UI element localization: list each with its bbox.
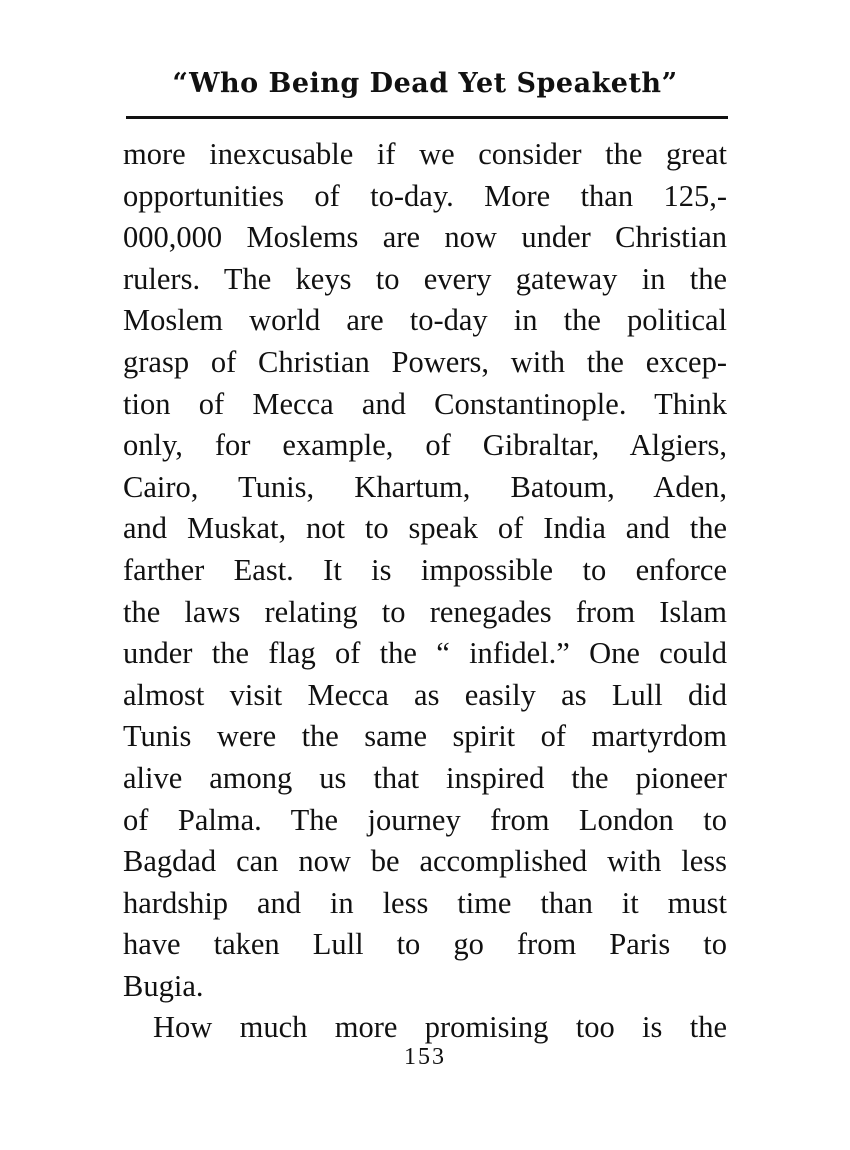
text-line: and Muskat, not to speak of India and the: [123, 511, 727, 546]
header-rule: [126, 116, 728, 119]
text-line: opportunities of to-day. More than 125,-: [123, 178, 727, 213]
text-line: have taken Lull to go from Paris to: [123, 927, 727, 962]
text-line: farther East. It is impossible to enforce: [123, 552, 727, 587]
text-line: Cairo, Tunis, Khartum, Batoum, Aden,: [123, 469, 727, 504]
text-line: of Palma. The journey from London to: [123, 802, 727, 837]
text-line: Moslem world are to-day in the political: [123, 303, 727, 338]
body-text: [123, 134, 727, 1049]
text-line: Bugia.: [123, 968, 204, 1003]
page-number: 153: [404, 1044, 446, 1070]
text-line: Tunis were the same spirit of martyrdom: [123, 719, 727, 754]
text-line: hardship and in less time than it must: [123, 885, 727, 920]
paragraph: [123, 134, 727, 1007]
text-line: Bagdad can now be accomplished with less: [123, 844, 727, 879]
text-line: the laws relating to renegades from Islam: [123, 594, 727, 629]
text-line: rulers. The keys to every gateway in the: [123, 261, 727, 296]
text-line: grasp of Christian Powers, with the excep-: [123, 344, 727, 379]
running-head: “Who Being Dead Yet Speaketh”: [172, 68, 678, 99]
text-line: How much more promising too is the: [153, 1010, 727, 1045]
text-line: under the flag of the “ infidel.” One could: [123, 636, 727, 671]
text-line: 000,000 Moslems are now under Christian: [123, 220, 727, 255]
text-line: more inexcusable if we consider the great: [123, 137, 727, 171]
text-line: tion of Mecca and Constantinople. Think: [123, 386, 727, 421]
text-line: only, for example, of Gibraltar, Algiers,: [123, 428, 727, 463]
text-line: alive among us that inspired the pioneer: [123, 760, 727, 795]
text-line: almost visit Mecca as easily as Lull did: [123, 677, 727, 712]
